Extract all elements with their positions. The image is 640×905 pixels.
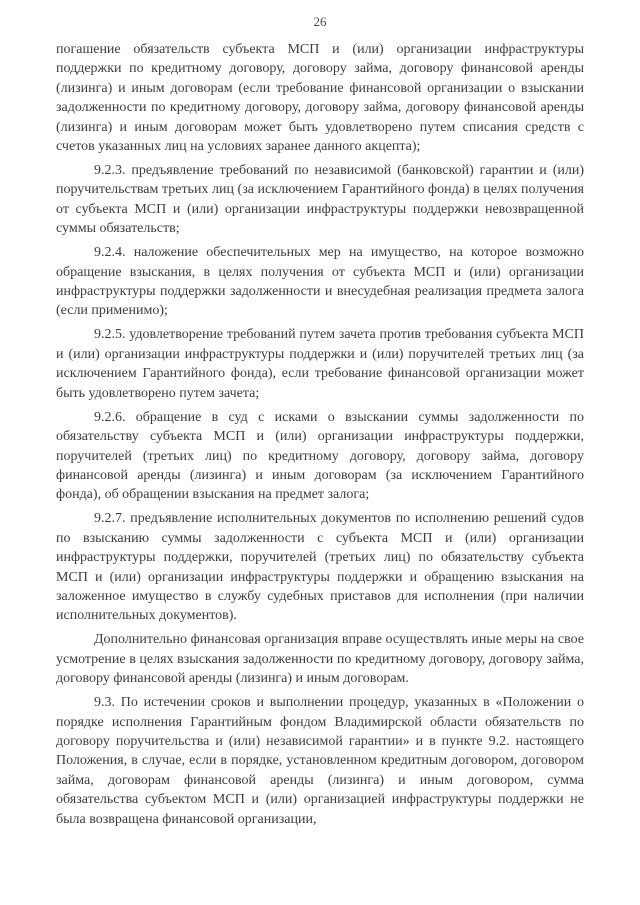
paragraph-9-3: 9.3. По истечении сроков и выполнении процедур, указанных в «Положении о порядке исполнения Гарантийным фондом Владимирской области обязательств по договору поручительства и (или) независимой гарантии» и в пункте 9.2. настоящего Положения, в случае, если в порядке, установленном кредитным договором, договором займа, договорам финансовой аренды (лизинга) и иным договором, сумма обязательства субъектом МСП и (или) организацией инфраструктуры поддержки не была возвращена финансовой организации, (56, 695, 584, 827)
paragraph-continuation: погашение обязательств субъекта МСП и (или) организации инфраструктуры поддержки по кредитному договору, договору займа, договору финансовой аренды (лизинга) и иным договорам (если требование финансовой организации о взыскании задолженности по кредитному договору, договору займа, договору финансовой аренды (лизинга) и иным договорам может быть удовлетворено путем списания средств с счетов указанных лиц на условиях заранее данного акцепта); (56, 42, 584, 155)
paragraph-9-2-3: 9.2.3. предъявление требований по независимой (банковской) гарантии и (или) поручительствам третьих лиц (за исключением Гарантийного фонда) в целях получения от субъекта МСП и (или) организации инфраструктуры поддержки невозвращенной суммы обязательств; (56, 163, 584, 237)
page-number: 26 (313, 14, 327, 29)
paragraph-9-2-4: 9.2.4. наложение обеспечительных мер на имущество, на которое возможно обращение взыскания, в целях получения от субъекта МСП и (или) организации инфраструктуры поддержки задолженности и внесудебная реализация предмета залога (если применимо); (56, 245, 584, 319)
paragraph-9-2-7: 9.2.7. предъявление исполнительных документов по исполнению решений судов по взысканию суммы задолженности с субъекта МСП и (или) организации инфраструктуры поддержки, поручителей (третьих лиц) по обязательству субъекта МСП и (или) организации инфраструктуры поддержки и обращению взыскания на заложенное имущество в службу судебных приставов для исполнения (при наличии исполнительных документов). (56, 511, 584, 624)
paragraph-additional-measures: Дополнительно финансовая организация вправе осуществлять иные меры на свое усмотрение в целях взыскания задолженности по кредитному договору, договору займа, договору финансовой аренды (лизинга) и иным договорам. (56, 632, 584, 687)
document-body (56, 40, 584, 832)
paragraph-9-2-6: 9.2.6. обращение в суд с исками о взыскании суммы задолженности по обязательству субъекта МСП и (или) организации инфраструктуры поддержки, поручителей (третьих лиц) по кредитному договору, договору займа, договору финансовой аренды (лизинга) и иным договорам (за исключением Гарантийного фонда), об обращении взыскания на предмет залога; (56, 409, 584, 503)
paragraph-9-2-5: 9.2.5. удовлетворение требований путем зачета против требования субъекта МСП и (или) организации инфраструктуры поддержки и (или) поручителей третьих лиц (за исключением Гарантийного фонда), если требование финансовой организации может быть удовлетворено путем зачета; (56, 327, 584, 401)
